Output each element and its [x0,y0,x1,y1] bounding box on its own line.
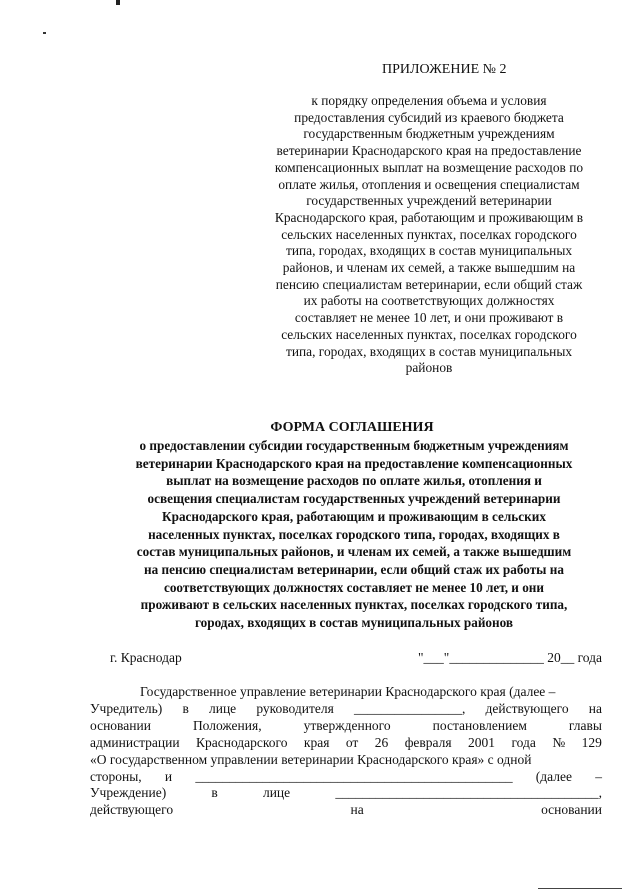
body-word: лице [208,700,237,716]
body-word: стороны, [90,768,142,784]
form-subtitle-line: о предоставлении субсидии государственным бюджетным учреждениям [139,438,569,453]
body-word: ________________, [354,700,466,716]
body-word: Учреждение) [90,785,167,801]
body-line [90,718,602,735]
appendix-line: их работы на соответствующих должностях [303,293,555,309]
appendix-line: предоставления субсидий из краевого бюджета [294,109,564,125]
body-word: _______________________________________, [335,785,602,801]
body-word: – [595,768,602,784]
form-subtitle-line: населенных пунктах, поселках городского типа, городах, входящих в [148,526,560,542]
agreement-body-text [90,684,602,819]
form-title: ФОРМА СОГЛАШЕНИЯ [270,420,434,435]
body-line [90,769,602,786]
form-subtitle [98,437,610,632]
appendix-line: типа, городах, входящих в состав муниципальных [285,343,573,359]
form-subtitle-line: проживают в сельских населенных пунктах, поселках городского типа, [140,597,568,613]
body-word: 26 [374,734,389,750]
body-word: на [588,700,602,716]
body-word: № [552,734,566,750]
body-word: утвержденного [303,717,391,733]
body-word: действующего [90,802,174,818]
date-placeholder: "___"______________ 20__ года [418,650,602,665]
form-subtitle-line: состав муниципальных районов, и членам их семей, а также вышедшим [136,544,572,560]
appendix-title: ПРИЛОЖЕНИЕ № 2 [382,62,507,77]
body-word: администрации [90,734,180,750]
form-subtitle-line: освещения специалистам государственных учреждений ветеринарии [147,491,561,507]
body-word: основании [541,802,602,818]
appendix-line: компенсационных выплат на возмещение расходов по [274,159,584,175]
body-word: _______________________________________________ [195,768,513,784]
body-word: в [182,700,189,716]
place-date-line [110,650,602,668]
body-word: Учредитель) [90,700,163,716]
body-line: Государственное управление ветеринарии Краснодарского края (далее – [140,684,556,699]
appendix-line: сельских населенных пунктах, поселках городского [281,326,577,342]
body-word: 2001 [468,734,496,750]
body-word: на [350,802,364,818]
scan-edge-line [538,888,622,889]
scan-speck [116,0,120,5]
body-line [90,701,602,718]
body-line [90,735,602,752]
form-subtitle-line: городах, входящих в состав муниципальных районов [194,615,514,631]
body-word: постановлением [432,717,527,733]
body-word: действующего [485,700,569,716]
body-word: февраля [404,734,452,750]
body-word: (далее [535,768,572,784]
form-subtitle-line: на пенсию специалистам ветеринарии, если общий стаж их работы на [144,561,564,577]
body-word: от [345,734,359,750]
appendix-line: пенсию специалистам ветеринарии, если общий стаж [275,276,583,292]
body-word: руководителя [256,700,334,716]
appendix-line: типа, городах, входящих в состав муниципальных [285,243,573,259]
appendix-line: Краснодарского края, работающим и проживающим в [274,209,584,225]
form-subtitle-line: ветеринарии Краснодарского края на предоставление компенсационных [135,455,573,471]
body-word: 129 [581,734,602,750]
form-subtitle-line: выплат на возмещение расходов по оплате жилья, отопления и [166,473,542,489]
body-word: в [211,785,218,801]
appendix-line: государственных учреждений ветеринарии [306,193,552,209]
appendix-line: районов [405,360,453,376]
appendix-line: сельских населенных пунктах, поселках городского [281,226,577,242]
appendix-line: составляет не менее 10 лет, и они проживают в [294,310,564,326]
body-word: края [303,734,330,750]
body-word: Краснодарского [195,734,288,750]
appendix-description [246,93,612,377]
body-word: основании [90,717,151,733]
place-label: г. Краснодар [110,650,182,665]
body-word: года [511,734,536,750]
body-line [90,802,602,819]
appendix-line: районов, и членам их семей, а также вышедшим на [282,260,576,276]
appendix-line: ветеринарии Краснодарского края на предоставление [276,143,582,159]
body-word: лице [262,785,291,801]
appendix-line: к порядку определения объема и условия [311,93,547,108]
scan-speck [43,32,46,34]
body-word: Положения, [192,717,262,733]
body-word: главы [568,717,602,733]
form-subtitle-line: соответствующих должностях составляет не менее 10 лет, и они [163,579,544,595]
body-line: «О государственном управлении ветеринарии Краснодарского края» с одной [90,751,532,767]
body-word: и [164,768,173,784]
appendix-line: оплате жилья, отопления и освещения специалистам [278,176,580,192]
body-line [90,785,602,802]
form-subtitle-line: Краснодарского края, работающим и проживающим в сельских [162,508,546,524]
appendix-line: государственным бюджетным учреждениям [303,126,555,142]
